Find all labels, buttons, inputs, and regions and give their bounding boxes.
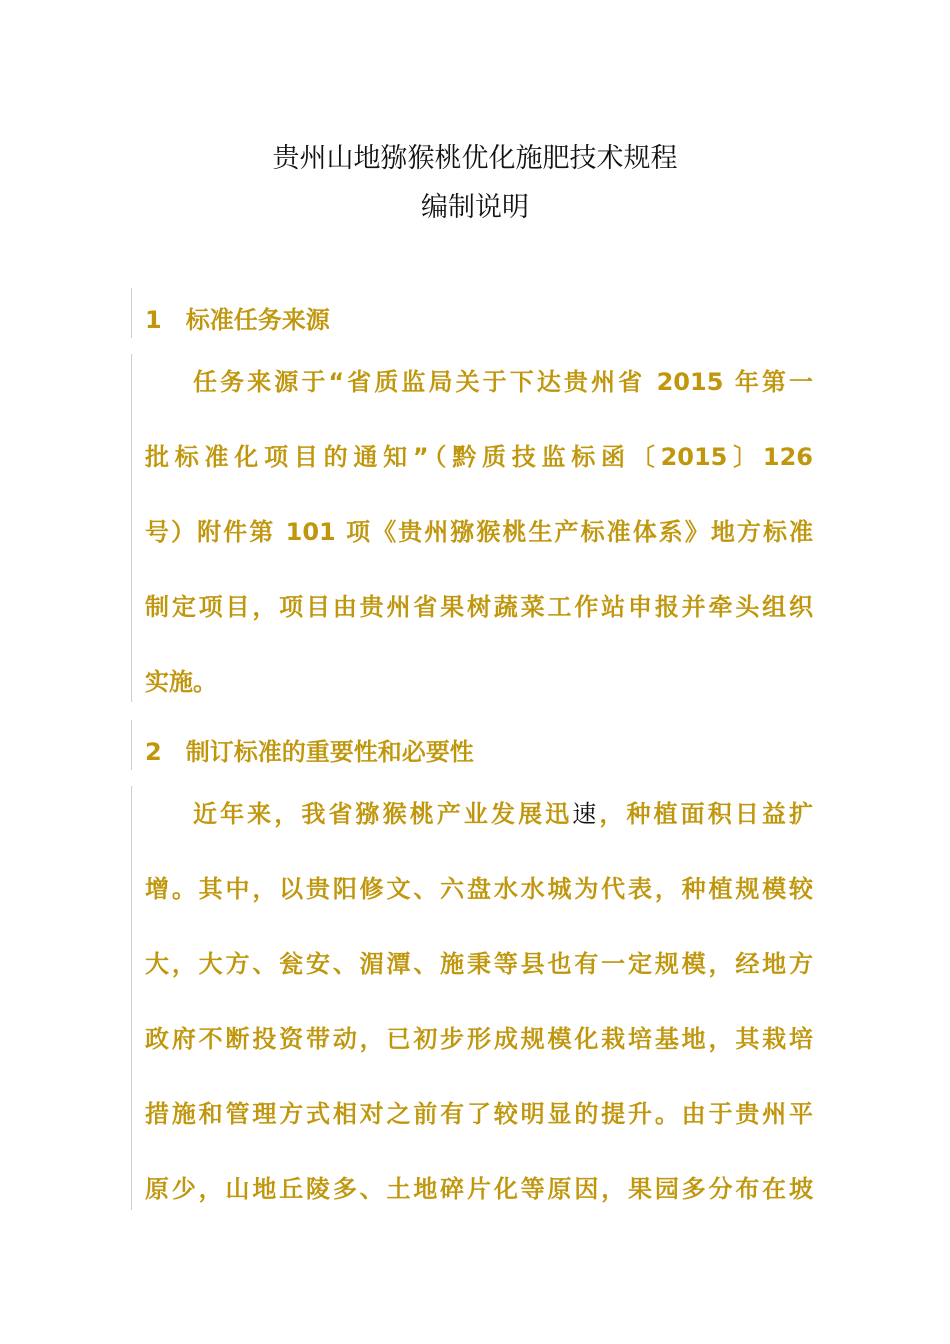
section-heading-1: 1 标准任务来源: [145, 306, 330, 334]
paragraph-line: 制定项目，项目由贵州省果树蔬菜工作站申报并牵头组织: [145, 593, 813, 621]
paragraph-line: 大，大方、瓮安、湄潭、施秉等县也有一定规模，经地方: [145, 950, 813, 978]
text-run-unformatted: 速: [572, 800, 600, 828]
paragraph-line: [145, 785, 813, 860]
paragraph-line: 措施和管理方式相对之前有了较明显的提升。由于贵州平: [145, 1100, 813, 1128]
paragraph-line: 任务来源于“省质监局关于下达贵州省 2015 年第一: [193, 368, 813, 396]
margin-bar: [131, 288, 132, 338]
section-heading-2: 2 制订标准的重要性和必要性: [145, 738, 474, 766]
paragraph-line: 政府不断投资带动，已初步形成规模化栽培基地，其栽培: [145, 1025, 813, 1053]
paragraph-line: 批标准化项目的通知”（黔质技监标函〔2015〕126: [145, 443, 813, 471]
paragraph-line: 实施。: [145, 668, 217, 696]
document-title: 贵州山地猕猴桃优化施肥技术规程: [272, 143, 678, 174]
paragraph-line: 号）附件第 101 项《贵州猕猴桃生产标准体系》地方标准: [145, 518, 813, 546]
margin-bar: [131, 354, 132, 702]
margin-bar: [131, 786, 132, 1210]
text-run: ，种植面积日益扩: [599, 800, 814, 828]
section-2-paragraph: [145, 785, 813, 1235]
document-subtitle: 编制说明: [421, 192, 529, 223]
margin-bar: [131, 720, 132, 770]
paragraph-line: 增。其中，以贵阳修文、六盘水水城为代表，种植规模较: [145, 875, 813, 903]
text-run: 近年来，我省猕猴桃产业发展迅: [193, 800, 573, 828]
section-1-paragraph: [145, 353, 813, 728]
paragraph-line: 原少，山地丘陵多、土地碎片化等原因，果园多分布在坡: [145, 1175, 813, 1203]
